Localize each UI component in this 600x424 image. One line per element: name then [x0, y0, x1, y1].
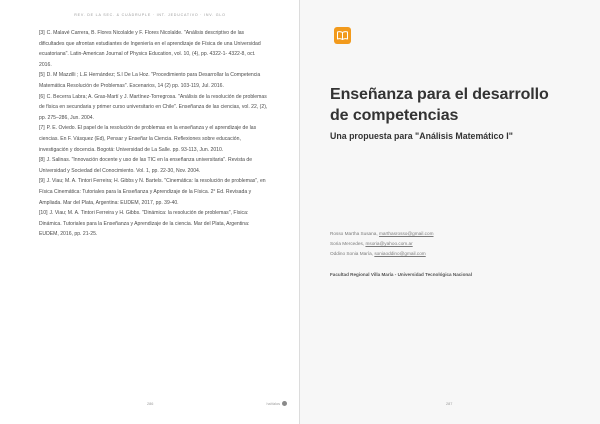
author-list: [330, 229, 580, 259]
affiliation: Facultad Regional Villa María - Universidad Tecnológica Nacional: [330, 272, 473, 277]
reference-text: P. E. Oviedo. El papel de la resolución de problemas en la enseñanza y el aprendizaje de las ciencias. En F. Vásquez (Ed), Pensar y Enseñar la Ciencia. Reflexiones sobre educación, investigación y docencia. Bogotá: Universidad de La Salle. pp. 93-113, Jun. 2010.: [39, 125, 257, 153]
section-badge: [334, 27, 351, 44]
author-name: Oddino Sonia María,: [330, 251, 373, 256]
brand-mark: [267, 401, 287, 406]
open-book-icon: [337, 31, 348, 40]
reference-number: [10]: [39, 210, 48, 217]
author-email-link[interactable]: soniaoddino@gmail.com: [374, 251, 426, 256]
author-line: [330, 229, 580, 239]
reference-number: [8]: [39, 157, 45, 164]
page-number-right: 287: [446, 402, 453, 406]
reference-text: J. Viau; M. A. Tintori Ferreira y H. Gibbs. "Dinámica: la resolución de problemas", Física: Dinámica. Tutoriales para la Enseñanza y Aprendizaje de la ciencia. Mar del Plata, Argentina: EUDEM, 2016, pp. 21-25.: [39, 210, 250, 238]
brand-name: haValos: [266, 401, 280, 406]
reference-text: C. Becerra Labra; A. Gras-Martí y J. Martínez-Torregrosa. "Análisis de la resolución de problemas de física en secundaria y primer curso universitario en Chile". Enseñanza de las ciencias, vol. 22, (2), pp. 275–286, Jun. 2004.: [39, 93, 268, 121]
author-email-link[interactable]: msoria@yahoo.com.ar: [365, 241, 413, 246]
author-name: Rosso Martha Susana,: [330, 231, 378, 236]
reference-item: [39, 28, 269, 70]
article-subtitle: Una propuesta para "Análisis Matemático I": [330, 131, 513, 141]
reference-item: [39, 92, 269, 124]
reference-item: [39, 208, 269, 240]
reference-number: [7]: [39, 125, 45, 132]
reference-text: D. M Mazzilli ; L.E Hernández; S.I De La Hoz. "Procedimiento para Desarrollar la Competencia Matemática Resolución de Problemas". Escenarios, 14 (2) pp. 103-119, Jul. 2016.: [39, 72, 261, 89]
reference-text: J. Viau; M. A. Tintori Ferreira; H. Gibbs y N. Bartels. "Cinemática: la resolución de problemas", en Física Cinemática: Tutoriales para la Enseñanza y Aprendizaje de la Física. 2° Ed. Revisada y Ampliada. Mar del Plata, Argentina: EUDEM, 2017, pp. 39-40.: [39, 178, 266, 206]
reference-item: [39, 176, 269, 208]
author-email-link[interactable]: marthasrosso@gmail.com: [379, 231, 434, 236]
reference-item: [39, 123, 269, 155]
reference-number: [5]: [39, 72, 45, 79]
reference-number: [6]: [39, 93, 45, 100]
article-title: Enseñanza para el desarrollo de competencias: [330, 86, 549, 124]
reference-item: [39, 70, 269, 91]
author-name: Soria Mercedes,: [330, 241, 365, 246]
references-list: [39, 28, 269, 240]
reference-number: [9]: [39, 178, 45, 185]
author-line: [330, 249, 580, 259]
reference-text: J. Salinas. "Innovación docente y uso de las TIC en la enseñanza universitaria". Revista de Universidad y Sociedad del Conocimiento. Vol. 1, pp. 22-30, Nov. 2004.: [39, 157, 253, 174]
running-head: REV. DE LA SEC. & CUÁDRUPLE · INT. JEDUCATIVO · INV. GLO: [74, 13, 226, 17]
reference-text: C. Malavé Carrera, B. Flores Nicolalde y F. Flores Nicolalde. "Análisis descriptivo de las dificultades que afrontan estudiantes de Ingeniería en el aprendizaje de Física de una Universidad ecuatoriana". Latin-American Journal of Physics Education, vol. 10, (4), pp. 4322-1- 4322-8, oct. 2016.: [39, 30, 261, 68]
circle-logo-icon: [282, 401, 287, 406]
right-page: [300, 0, 600, 424]
reference-number: [3]: [39, 30, 45, 36]
author-line: [330, 239, 580, 249]
reference-item: [39, 155, 269, 176]
page-number-left: 286: [147, 402, 154, 406]
